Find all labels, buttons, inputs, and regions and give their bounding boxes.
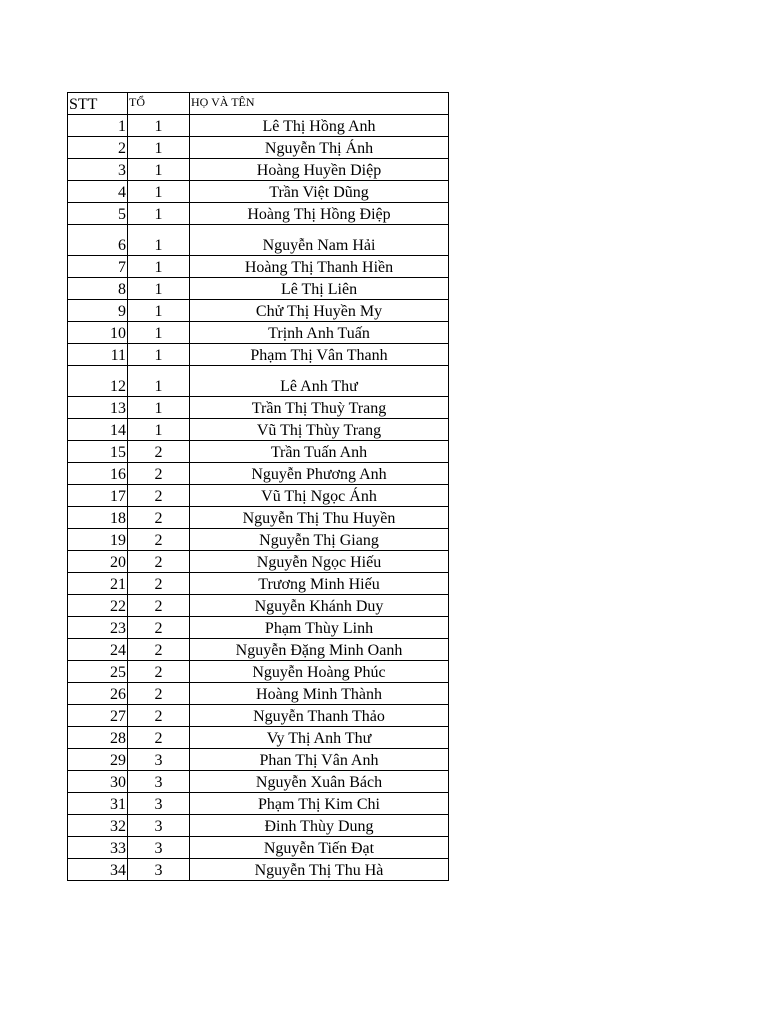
stt-cell: 31 (68, 793, 128, 815)
table-row (68, 256, 449, 278)
to-cell: 2 (128, 639, 190, 661)
to-cell: 2 (128, 529, 190, 551)
to-cell: 1 (128, 256, 190, 278)
table-row (68, 529, 449, 551)
stt-cell: 34 (68, 859, 128, 881)
name-cell: Nguyễn Thị Ánh (190, 137, 449, 159)
stt-cell: 19 (68, 529, 128, 551)
name-cell: Phạm Thị Kim Chi (190, 793, 449, 815)
table-row (68, 322, 449, 344)
to-cell: 2 (128, 617, 190, 639)
name-cell: Hoàng Huyền Diệp (190, 159, 449, 181)
name-cell: Vũ Thị Thùy Trang (190, 419, 449, 441)
name-cell: Nguyễn Hoàng Phúc (190, 661, 449, 683)
stt-cell: 11 (68, 344, 128, 366)
stt-cell: 3 (68, 159, 128, 181)
stt-cell: 15 (68, 441, 128, 463)
name-cell: Nguyễn Thị Giang (190, 529, 449, 551)
stt-cell: 1 (68, 115, 128, 137)
table-row (68, 551, 449, 573)
name-cell: Hoàng Minh Thành (190, 683, 449, 705)
stt-cell: 4 (68, 181, 128, 203)
to-cell: 2 (128, 463, 190, 485)
header-name: HỌ VÀ TÊN (190, 93, 449, 115)
stt-cell: 9 (68, 300, 128, 322)
name-cell: Hoàng Thị Thanh Hiền (190, 256, 449, 278)
to-cell: 1 (128, 203, 190, 225)
table-row (68, 683, 449, 705)
name-cell: Nguyễn Thị Thu Hà (190, 859, 449, 881)
table-row (68, 159, 449, 181)
stt-cell: 17 (68, 485, 128, 507)
to-cell: 3 (128, 749, 190, 771)
table-row (68, 441, 449, 463)
name-cell: Nguyễn Ngọc Hiếu (190, 551, 449, 573)
table-row (68, 749, 449, 771)
name-cell: Chử Thị Huyền My (190, 300, 449, 322)
to-cell: 1 (128, 344, 190, 366)
to-cell: 1 (128, 137, 190, 159)
name-cell: Lê Thị Liên (190, 278, 449, 300)
name-cell: Nguyễn Tiến Đạt (190, 837, 449, 859)
stt-cell: 5 (68, 203, 128, 225)
table-row (68, 203, 449, 225)
stt-cell: 20 (68, 551, 128, 573)
to-cell: 1 (128, 181, 190, 203)
to-cell: 1 (128, 225, 190, 256)
name-cell: Nguyễn Thị Thu Huyền (190, 507, 449, 529)
stt-cell: 22 (68, 595, 128, 617)
roster-table (67, 92, 449, 881)
to-cell: 1 (128, 397, 190, 419)
to-cell: 1 (128, 419, 190, 441)
table-row (68, 859, 449, 881)
name-cell: Trương Minh Hiếu (190, 573, 449, 595)
name-cell: Trần Việt Dũng (190, 181, 449, 203)
to-cell: 2 (128, 705, 190, 727)
to-cell: 1 (128, 115, 190, 137)
table-row (68, 595, 449, 617)
name-cell: Hoàng Thị Hồng Điệp (190, 203, 449, 225)
table-row (68, 225, 449, 256)
table-row (68, 661, 449, 683)
name-cell: Vy Thị Anh Thư (190, 727, 449, 749)
stt-cell: 6 (68, 225, 128, 256)
to-cell: 2 (128, 661, 190, 683)
to-cell: 3 (128, 815, 190, 837)
stt-cell: 24 (68, 639, 128, 661)
table-row (68, 793, 449, 815)
stt-cell: 21 (68, 573, 128, 595)
table-row (68, 181, 449, 203)
to-cell: 1 (128, 278, 190, 300)
header-row (68, 93, 449, 115)
table-row (68, 771, 449, 793)
to-cell: 3 (128, 859, 190, 881)
header-to: TỔ (128, 93, 190, 115)
to-cell: 2 (128, 551, 190, 573)
to-cell: 1 (128, 159, 190, 181)
table-row (68, 419, 449, 441)
table-row (68, 573, 449, 595)
stt-cell: 8 (68, 278, 128, 300)
table-row (68, 137, 449, 159)
name-cell: Nguyễn Đặng Minh Oanh (190, 639, 449, 661)
stt-cell: 18 (68, 507, 128, 529)
stt-cell: 2 (68, 137, 128, 159)
header-stt: STT (68, 93, 128, 115)
table-row (68, 727, 449, 749)
table-row (68, 278, 449, 300)
stt-cell: 26 (68, 683, 128, 705)
name-cell: Trịnh Anh Tuấn (190, 322, 449, 344)
stt-cell: 28 (68, 727, 128, 749)
to-cell: 3 (128, 771, 190, 793)
to-cell: 2 (128, 507, 190, 529)
table-row (68, 815, 449, 837)
name-cell: Lê Thị Hồng Anh (190, 115, 449, 137)
to-cell: 3 (128, 793, 190, 815)
to-cell: 1 (128, 366, 190, 397)
to-cell: 2 (128, 727, 190, 749)
name-cell: Vũ Thị Ngọc Ánh (190, 485, 449, 507)
stt-cell: 30 (68, 771, 128, 793)
to-cell: 1 (128, 300, 190, 322)
stt-cell: 32 (68, 815, 128, 837)
name-cell: Lê Anh Thư (190, 366, 449, 397)
stt-cell: 14 (68, 419, 128, 441)
to-cell: 2 (128, 485, 190, 507)
name-cell: Phan Thị Vân Anh (190, 749, 449, 771)
name-cell: Nguyễn Thanh Thảo (190, 705, 449, 727)
name-cell: Phạm Thị Vân Thanh (190, 344, 449, 366)
stt-cell: 13 (68, 397, 128, 419)
table-row (68, 639, 449, 661)
table-row (68, 705, 449, 727)
table-row (68, 300, 449, 322)
stt-cell: 12 (68, 366, 128, 397)
roster-table-body (68, 93, 449, 881)
to-cell: 2 (128, 573, 190, 595)
table-row (68, 397, 449, 419)
table-row (68, 485, 449, 507)
name-cell: Nguyễn Khánh Duy (190, 595, 449, 617)
to-cell: 2 (128, 683, 190, 705)
name-cell: Trần Tuấn Anh (190, 441, 449, 463)
to-cell: 2 (128, 441, 190, 463)
name-cell: Trần Thị Thuỳ Trang (190, 397, 449, 419)
table-row (68, 463, 449, 485)
name-cell: Nguyễn Nam Hải (190, 225, 449, 256)
name-cell: Đinh Thùy Dung (190, 815, 449, 837)
stt-cell: 33 (68, 837, 128, 859)
table-row (68, 507, 449, 529)
name-cell: Nguyễn Phương Anh (190, 463, 449, 485)
stt-cell: 16 (68, 463, 128, 485)
stt-cell: 7 (68, 256, 128, 278)
name-cell: Phạm Thùy Linh (190, 617, 449, 639)
to-cell: 2 (128, 595, 190, 617)
stt-cell: 23 (68, 617, 128, 639)
to-cell: 3 (128, 837, 190, 859)
table-row (68, 617, 449, 639)
table-row (68, 344, 449, 366)
table-row (68, 837, 449, 859)
stt-cell: 27 (68, 705, 128, 727)
stt-cell: 29 (68, 749, 128, 771)
table-row (68, 366, 449, 397)
to-cell: 1 (128, 322, 190, 344)
stt-cell: 25 (68, 661, 128, 683)
stt-cell: 10 (68, 322, 128, 344)
table-row (68, 115, 449, 137)
name-cell: Nguyễn Xuân Bách (190, 771, 449, 793)
